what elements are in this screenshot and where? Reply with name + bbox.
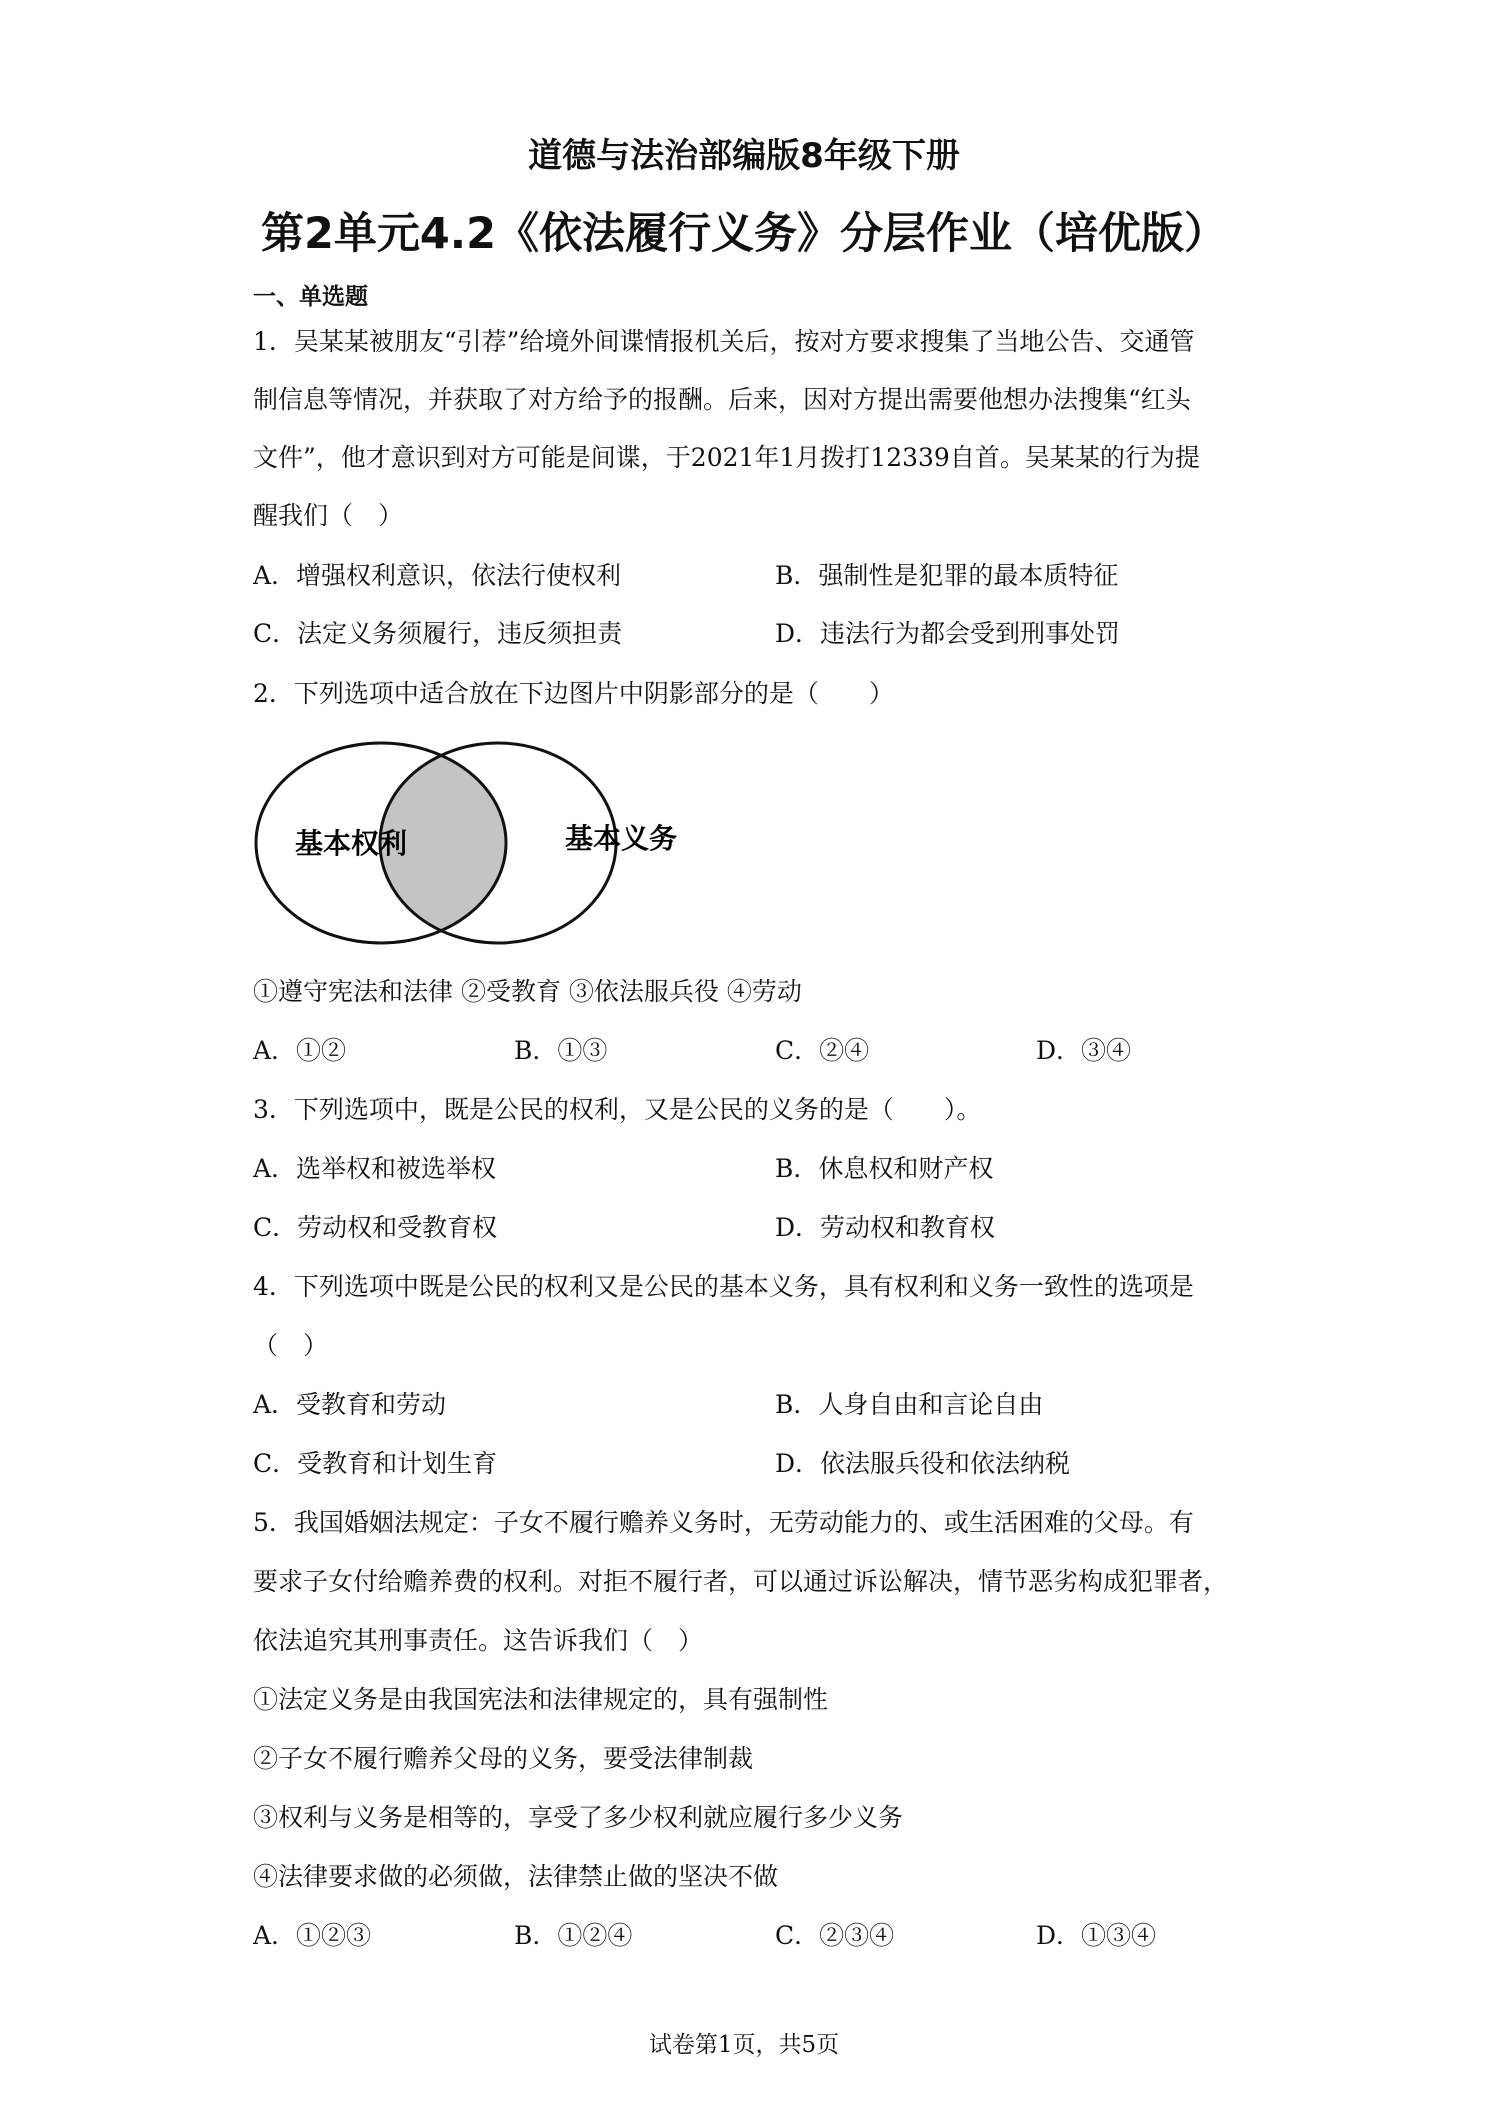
q3-option-d[interactable]: D．劳动权和教育权 [775,1213,996,1242]
q3-option-b[interactable]: B．休息权和财产权 [775,1154,994,1183]
section-heading: 一、单选题 [253,284,368,310]
document-subtitle: 第2单元4.2《依法履行义务》分层作业（培优版） [260,209,1228,259]
q1-line: 文件”，他才意识到对方可能是间谍，于2021年1月拨打12339自首。吴某某的行为提 [253,443,1200,472]
q1-option-d[interactable]: D．违法行为都会受到刑事处罚 [775,619,1121,648]
q1-option-a[interactable]: A．增强权利意识，依法行使权利 [253,561,622,590]
q5-statement: ③权利与义务是相等的，享受了多少权利就应履行多少义务 [253,1803,904,1832]
q4-option-d[interactable]: D．依法服兵役和依法纳税 [775,1449,1071,1478]
q1-option-c[interactable]: C．法定义务须履行，违反须担责 [253,619,623,648]
q4-option-c[interactable]: C．受教育和计划生育 [253,1449,498,1478]
q2-option-a[interactable]: A．①② [253,1036,347,1065]
q4-option-b[interactable]: B．人身自由和言论自由 [775,1390,1044,1419]
q4-line: （ ） [253,1331,329,1360]
q3-option-c[interactable]: C．劳动权和受教育权 [253,1213,498,1242]
q2-option-d[interactable]: D．③④ [1036,1036,1132,1065]
q1-line: 制信息等情况，并获取了对方给予的报酬。后来，因对方提出需要他想办法搜集“红头 [253,385,1191,414]
q5-option-b[interactable]: B．①②④ [514,1921,633,1950]
q5-statement: ②子女不履行赡养父母的义务，要受法律制裁 [253,1744,754,1773]
q2-items: ①遵守宪法和法律 ②受教育 ③依法服兵役 ④劳动 [253,977,802,1006]
q5-option-d[interactable]: D．①③④ [1036,1921,1157,1950]
q3-stem: 3．下列选项中，既是公民的权利，又是公民的义务的是（ ）。 [253,1095,982,1124]
q2-stem: 2．下列选项中适合放在下边图片中阴影部分的是（ ） [253,679,894,708]
q5-statement: ④法律要求做的必须做，法律禁止做的坚决不做 [253,1862,779,1891]
q4-option-a[interactable]: A．受教育和劳动 [253,1390,447,1419]
page-footer: 试卷第1页，共5页 [648,2032,840,2058]
venn-diagram [253,735,753,950]
q5-option-c[interactable]: C．②③④ [775,1921,895,1950]
q5-option-a[interactable]: A．①②③ [253,1921,372,1950]
document-title: 道德与法治部编版8年级下册 [528,136,960,176]
q2-option-c[interactable]: C．②④ [775,1036,870,1065]
q3-option-a[interactable]: A．选举权和被选举权 [253,1154,497,1183]
q1-option-b[interactable]: B．强制性是犯罪的最本质特征 [775,561,1119,590]
venn-left-label: 基本权利 [295,827,408,860]
q5-statement: ①法定义务是由我国宪法和法律规定的，具有强制性 [253,1685,829,1714]
venn-right-label: 基本义务 [565,822,678,855]
q1-line: 1．吴某某被朋友“引荐”给境外间谍情报机关后，按对方要求搜集了当地公告、交通管 [253,327,1195,356]
q5-line: 要求子女付给赡养费的权利。对拒不履行者，可以通过诉讼解决，情节恶劣构成犯罪者， [253,1567,1229,1596]
q5-line: 5．我国婚姻法规定：子女不履行赡养义务时，无劳动能力的、或生活困难的父母。有 [253,1508,1194,1537]
q1-line: 醒我们（ ） [253,501,404,530]
q5-line: 依法追究其刑事责任。这告诉我们（ ） [253,1626,704,1655]
q4-line: 4．下列选项中既是公民的权利又是公民的基本义务，具有权利和义务一致性的选项是 [253,1272,1194,1301]
q2-option-b[interactable]: B．①③ [514,1036,608,1065]
